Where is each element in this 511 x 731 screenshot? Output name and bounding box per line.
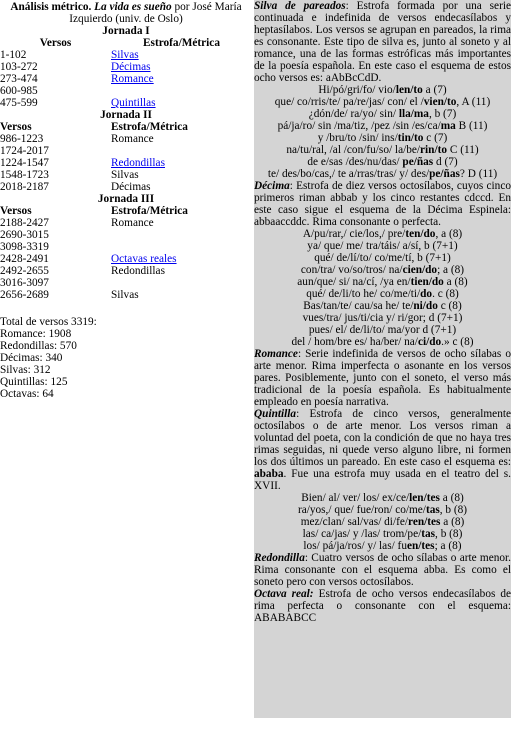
verse-line bbox=[254, 324, 511, 336]
verse-text: aun/que/ si/ na/cí, /ya en/ bbox=[297, 276, 411, 288]
verse-stressed: vien/to bbox=[423, 96, 457, 108]
estrofa-cell bbox=[111, 145, 252, 157]
verse-line bbox=[254, 144, 511, 156]
table-row bbox=[0, 61, 252, 73]
verse-stressed: ci/do bbox=[417, 336, 442, 348]
verse-line bbox=[254, 252, 511, 264]
verse-line bbox=[254, 240, 511, 252]
versos-cell: 2492-2655 bbox=[0, 265, 49, 277]
col-estrofa-header: Estrofa/Métrica bbox=[143, 37, 220, 49]
verse-rhyme: d (7+1) bbox=[422, 324, 457, 336]
estrofa-cell[interactable]: Silvas bbox=[111, 49, 139, 61]
verse-line bbox=[254, 492, 511, 504]
versos-cell: 2656-2689 bbox=[0, 289, 49, 301]
verse-text: pues/ el/ de/li/to/ ma/yor bbox=[308, 324, 423, 336]
estrofa-cell: Silvas bbox=[111, 169, 139, 181]
romance-definition bbox=[254, 348, 511, 408]
verse-rhyme: c (7) bbox=[423, 132, 448, 144]
versos-cell: 986-1223 bbox=[0, 133, 44, 145]
total-line: Silvas: 312 bbox=[0, 364, 51, 376]
verse-stressed: en/tes bbox=[406, 540, 435, 552]
table-row bbox=[0, 277, 252, 289]
verse-text: ya/ que/ me/ tra/táis/ a/sí, bbox=[307, 240, 425, 252]
verse-rhyme: , a (8) bbox=[435, 228, 463, 240]
estrofa-cell bbox=[111, 229, 252, 241]
verse-line bbox=[254, 264, 511, 276]
verse-text: qué/ de/lí/to/ co/me/tí, bbox=[314, 252, 418, 264]
verse-text: los/ pá/ja/ros/ y/ las/ fu bbox=[303, 540, 407, 552]
verse-text: mez/clan/ sal/vas/ di/fe/ bbox=[300, 516, 409, 528]
meter-table bbox=[0, 121, 252, 193]
left-column bbox=[0, 1, 252, 400]
verse-stressed: pe/ñas bbox=[402, 156, 434, 168]
quintilla-text-b: . Fue una estrofa muy usada en el teatro del s. XVII. bbox=[254, 468, 511, 492]
quintilla-text-a: : Estrofa de cinco versos, generalmente octosílabos o de arte menor. Los versos riman a voluntad del poeta, con la condición de que no haya tres rimas seguidas, ni quede verso alguno libre, ni formen los dos últimos un pareado. En este caso el esquema es: bbox=[254, 408, 511, 468]
col-versos-header: Versos bbox=[39, 37, 72, 49]
jornada-heading: Jornada II bbox=[100, 109, 152, 121]
table-row bbox=[0, 253, 252, 265]
estrofa-cell[interactable]: Quintillas bbox=[111, 97, 156, 109]
estrofa-cell: Redondillas bbox=[111, 265, 165, 277]
estrofa-cell bbox=[111, 85, 252, 97]
verse-rhyme: , b (7) bbox=[428, 108, 457, 120]
table-row bbox=[0, 73, 252, 85]
octava-text: Estrofa de ocho versos endecasílabos de rima perfecta o consonante con el esquema: ABABABCC bbox=[254, 588, 511, 624]
total-line: Redondillas: 570 bbox=[0, 340, 77, 352]
verse-text: te/ des/bo/cas,/ te a/rras/tras/ y/ des/ bbox=[267, 168, 430, 180]
verse-stressed: ni/do bbox=[413, 300, 438, 312]
table-row bbox=[0, 289, 252, 301]
table-header-row bbox=[0, 205, 252, 217]
verse-stressed: lla/ma bbox=[398, 108, 429, 120]
verse-line bbox=[254, 528, 511, 540]
verse-line bbox=[254, 504, 511, 516]
title-bold: Análisis métrico. bbox=[10, 1, 92, 13]
verse-line bbox=[254, 336, 511, 348]
estrofa-cell[interactable]: Romance bbox=[111, 73, 154, 85]
versos-cell: 2188-2427 bbox=[0, 217, 49, 229]
verse-line bbox=[254, 228, 511, 240]
verse-stressed: tin/to bbox=[397, 132, 424, 144]
silva-text: : Estrofa formada por una serie continuada e indefinida de versos endecasílabos y heptasílabos. Los versos se agrupan en pareados, la rima es consonante. Este tipo de silva es, junto al soneto y al romance, una de las formas estróficas más importantes de la poesía española. En este caso el esquema de estos ocho versos es: aAbBcCdD. bbox=[254, 0, 511, 84]
table-row bbox=[0, 157, 252, 169]
estrofa-cell: Romance bbox=[111, 133, 154, 145]
table-row bbox=[0, 241, 252, 253]
total-line: Total de versos 3319: bbox=[0, 316, 97, 328]
verse-line bbox=[254, 120, 511, 132]
versos-cell: 273-474 bbox=[0, 73, 38, 85]
verse-rhyme: ? D (11) bbox=[459, 168, 498, 180]
verse-rhyme: a (8) bbox=[440, 516, 465, 528]
verse-text: ¿dón/de/ ra/yo/ sin/ bbox=[308, 108, 399, 120]
versos-cell: 1224-1547 bbox=[0, 157, 49, 169]
redondilla-term: Redondilla bbox=[254, 552, 305, 564]
right-column-glossary bbox=[254, 0, 511, 718]
verse-line bbox=[254, 276, 511, 288]
verse-line bbox=[254, 108, 511, 120]
table-row bbox=[0, 181, 252, 193]
verse-rhyme: , b (8) bbox=[435, 528, 463, 540]
verse-stressed: tien/do bbox=[410, 276, 444, 288]
verse-text: y /bru/to /sin/ ins/ bbox=[317, 132, 398, 144]
verse-text: Hi/pó/gri/fo/ vio/ bbox=[318, 84, 396, 96]
decima-verses bbox=[254, 228, 511, 348]
verse-line bbox=[254, 516, 511, 528]
estrofa-cell[interactable]: Redondillas bbox=[111, 157, 165, 169]
verse-rhyme: , b (8) bbox=[439, 504, 468, 516]
versos-cell: 1548-1723 bbox=[0, 169, 49, 181]
versos-cell: 3016-3097 bbox=[0, 277, 49, 289]
verse-stressed: tas bbox=[421, 528, 436, 540]
versos-cell: 103-272 bbox=[0, 61, 38, 73]
col-versos-header: Versos bbox=[0, 205, 32, 217]
verse-rhyme: , A (11) bbox=[456, 96, 491, 108]
versos-cell: 600-985 bbox=[0, 85, 38, 97]
table-row bbox=[0, 169, 252, 181]
verse-text: vues/tra/ jus/ti/cia y/ ri/gor; bbox=[302, 312, 429, 324]
romance-term: Romance bbox=[254, 348, 298, 360]
decima-term: Décima bbox=[254, 180, 290, 192]
octava-term: Octava real: bbox=[254, 588, 314, 600]
verse-rhyme: . c (8) bbox=[432, 288, 459, 300]
table-row bbox=[0, 133, 252, 145]
verse-stressed: do bbox=[420, 288, 433, 300]
total-line: Octavas: 64 bbox=[0, 388, 54, 400]
verse-line bbox=[254, 168, 511, 180]
decima-text: : Estrofa de diez versos octosílabos, cuyos cinco primeros riman abbab y los cinco restantes cdccd. En este caso sigue el esquema de la Décima Espinela: abbaaccddc. Rima consonante o perfecta. bbox=[254, 180, 511, 228]
silva-definition bbox=[254, 0, 511, 84]
verse-text: de e/sas /des/nu/das/ bbox=[307, 156, 403, 168]
silva-verses bbox=[254, 84, 511, 180]
title-author: Izquierdo (univ. de Oslo) bbox=[69, 13, 183, 25]
octava-definition bbox=[254, 588, 511, 624]
verse-rhyme: a (8) bbox=[439, 492, 464, 504]
verse-stressed: ren/tes bbox=[408, 516, 441, 528]
verse-rhyme: b (7+1) bbox=[424, 240, 458, 252]
quintilla-verses bbox=[254, 492, 511, 552]
verse-rhyme: C (11) bbox=[447, 144, 479, 156]
col-versos-header: Versos bbox=[0, 121, 32, 133]
verse-line bbox=[254, 156, 511, 168]
verse-stressed: len/tes bbox=[409, 492, 440, 504]
meter-table bbox=[0, 37, 252, 109]
verse-stressed: rin/to bbox=[420, 144, 448, 156]
estrofa-cell: Romance bbox=[111, 217, 154, 229]
redondilla-text: : Cuatro versos de ocho sílabas o arte menor. Rima consonante con el esquema abba. Es como el soneto pero con versos octosílabos. bbox=[254, 552, 511, 588]
versos-cell: 2690-3015 bbox=[0, 229, 49, 241]
quintilla-scheme: ababa bbox=[254, 468, 284, 480]
table-row bbox=[0, 229, 252, 241]
verse-text: pá/ja/ro/ sin /ma/tiz, /pez /sin /es/ca/ bbox=[277, 120, 441, 132]
redondilla-definition bbox=[254, 552, 511, 588]
total-line: Romance: 1908 bbox=[0, 328, 72, 340]
verse-stressed: len/to bbox=[395, 84, 423, 96]
verse-line bbox=[254, 96, 511, 108]
verse-line bbox=[254, 312, 511, 324]
verse-rhyme: b (7+1) bbox=[417, 252, 451, 264]
verse-stressed: cien/do bbox=[402, 264, 438, 276]
verse-rhyme: d (7+1) bbox=[428, 312, 463, 324]
versos-cell: 1-102 bbox=[0, 49, 27, 61]
versos-cell: 3098-3319 bbox=[0, 241, 49, 253]
estrofa-cell[interactable]: Octavas reales bbox=[111, 253, 177, 265]
romance-text: : Serie indefinida de versos de ocho sílabas o arte menor. Rima imperfecta o asonante en los versos pares. Posiblemente, junto con el soneto, el verso más tradicional de la poesía española. Es habitualmente empleado en poesía narrativa. bbox=[254, 348, 511, 408]
table-row bbox=[0, 97, 252, 109]
jornada-heading: Jornada III bbox=[97, 193, 155, 205]
col-estrofa-header: Estrofa/Métrica bbox=[111, 205, 188, 217]
col-estrofa-header: Estrofa/Métrica bbox=[111, 121, 188, 133]
verse-text: A/pu/rar,/ cie/los,/ pre/ bbox=[302, 228, 406, 240]
total-line: Décimas: 340 bbox=[0, 352, 63, 364]
verse-line bbox=[254, 300, 511, 312]
title-work: La vida es sueño bbox=[94, 1, 172, 13]
estrofa-cell: Silvas bbox=[111, 289, 139, 301]
verse-rhyme: B (11) bbox=[455, 120, 488, 132]
versos-cell: 2428-2491 bbox=[0, 253, 49, 265]
verse-text: qué/ de/li/to he/ co/me/ti/ bbox=[306, 288, 421, 300]
verse-rhyme: .» c (8) bbox=[441, 336, 474, 348]
meter-table bbox=[0, 205, 252, 301]
table-header-row bbox=[0, 121, 252, 133]
verse-text: con/tra/ vo/so/tros/ na/ bbox=[300, 264, 403, 276]
page-title bbox=[0, 1, 252, 25]
silva-term: Silva de pareados bbox=[254, 0, 346, 12]
verse-rhyme: a (7) bbox=[422, 84, 447, 96]
table-row bbox=[0, 145, 252, 157]
quintilla-term: Quintilla bbox=[254, 408, 297, 420]
verse-rhyme: ; a (8) bbox=[434, 540, 462, 552]
verse-text: Bas/tan/te/ cau/sa he/ te/ bbox=[303, 300, 414, 312]
verse-stressed: ten/do bbox=[405, 228, 436, 240]
verse-text: na/tu/ral, /al /con/fu/so/ la/be/ bbox=[286, 144, 421, 156]
estrofa-cell bbox=[111, 277, 252, 289]
verse-line bbox=[254, 84, 511, 96]
verse-rhyme: a (8) bbox=[443, 276, 468, 288]
decima-definition bbox=[254, 180, 511, 228]
verse-line bbox=[254, 540, 511, 552]
table-row bbox=[0, 49, 252, 61]
table-header-row bbox=[0, 37, 252, 49]
versos-cell: 2018-2187 bbox=[0, 181, 49, 193]
table-row bbox=[0, 85, 252, 97]
verse-text: que/ co/rris/te/ pa/re/jas/ con/ el / bbox=[274, 96, 424, 108]
estrofa-cell bbox=[111, 241, 252, 253]
jornadas bbox=[0, 25, 252, 301]
verse-text: las/ ca/jas/ y /las/ trom/pe/ bbox=[302, 528, 422, 540]
quintilla-definition bbox=[254, 408, 511, 492]
jornada-heading: Jornada I bbox=[102, 25, 150, 37]
table-row bbox=[0, 217, 252, 229]
estrofa-cell: Décimas bbox=[111, 181, 151, 193]
verse-rhyme: ; a (8) bbox=[437, 264, 465, 276]
verse-text: ra/yos,/ que/ fue/ron/ co/me/ bbox=[297, 504, 426, 516]
verse-line bbox=[254, 132, 511, 144]
total-line: Quintillas: 125 bbox=[0, 376, 68, 388]
verse-stressed: pe/ñas bbox=[429, 168, 460, 180]
estrofa-cell[interactable]: Décimas bbox=[111, 61, 151, 73]
title-by: por José María bbox=[174, 1, 242, 13]
versos-cell: 475-599 bbox=[0, 97, 38, 109]
verse-text: Bien/ al/ ver/ los/ ex/ce/ bbox=[301, 492, 410, 504]
verse-rhyme: c (8) bbox=[437, 300, 462, 312]
verse-stressed: tas bbox=[425, 504, 440, 516]
versos-cell: 1724-2017 bbox=[0, 145, 49, 157]
totals bbox=[0, 316, 252, 400]
table-row bbox=[0, 265, 252, 277]
verse-rhyme: d (7) bbox=[433, 156, 458, 168]
verse-stressed: ma bbox=[440, 120, 456, 132]
verse-text: del / hom/bre es/ ha/ber/ na/ bbox=[291, 336, 418, 348]
verse-line bbox=[254, 288, 511, 300]
